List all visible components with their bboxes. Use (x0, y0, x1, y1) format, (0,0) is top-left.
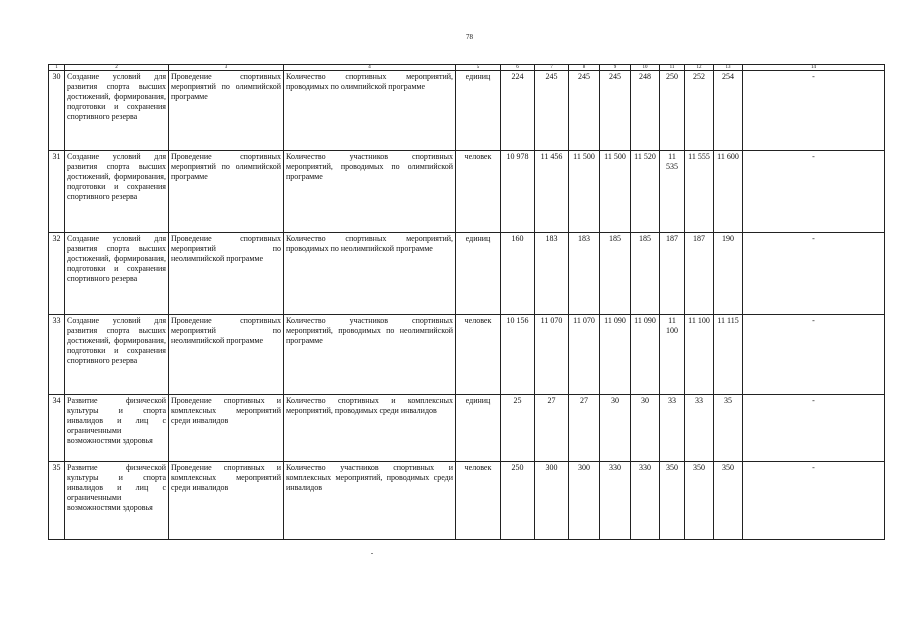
row-number: 32 (49, 233, 65, 315)
value-cell: 27 (535, 395, 569, 462)
value-cell: 11 520 (631, 151, 660, 233)
value-cell: 330 (631, 462, 660, 540)
value-cell: 250 (660, 71, 685, 151)
page-number: 78 (466, 33, 473, 41)
value-cell: 224 (501, 71, 535, 151)
value-cell: 350 (660, 462, 685, 540)
value-cell: 30 (631, 395, 660, 462)
column-number: 6 (501, 65, 535, 71)
value-cell: 300 (535, 462, 569, 540)
row-number: 34 (49, 395, 65, 462)
value-cell: 245 (535, 71, 569, 151)
note-cell: - (743, 151, 885, 233)
goal-cell: Создание условий для развития спорта высших достижений, формирования, подготовки и сохранения спортивного резерва (65, 151, 169, 233)
value-cell: 11 100 (660, 315, 685, 395)
column-number: 11 (660, 65, 685, 71)
goal-cell: Создание условий для развития спорта высших достижений, формирования, подготовки и сохранения спортивного резерва (65, 71, 169, 151)
column-number: 7 (535, 65, 569, 71)
column-number: 14 (743, 65, 885, 71)
table-row (49, 395, 885, 462)
activity-cell: Проведение спортивных и комплексных мероприятий среди инвалидов (169, 462, 284, 540)
table-row (49, 71, 885, 151)
value-cell: 300 (569, 462, 600, 540)
value-cell: 11 500 (600, 151, 631, 233)
unit-cell: человек (456, 315, 501, 395)
column-number: 13 (714, 65, 743, 71)
column-number: 4 (284, 65, 456, 71)
column-number: 2 (65, 65, 169, 71)
value-cell: 187 (660, 233, 685, 315)
value-cell: 350 (685, 462, 714, 540)
value-cell: 185 (600, 233, 631, 315)
value-cell: 11 090 (631, 315, 660, 395)
indicators-table (48, 64, 885, 540)
table-row (49, 462, 885, 540)
value-cell: 11 070 (569, 315, 600, 395)
value-cell: 11 090 (600, 315, 631, 395)
unit-cell: единиц (456, 71, 501, 151)
value-cell: 183 (535, 233, 569, 315)
column-number: 10 (631, 65, 660, 71)
note-cell: - (743, 71, 885, 151)
column-number: 1 (49, 65, 65, 71)
value-cell: 11 456 (535, 151, 569, 233)
value-cell: 10 978 (501, 151, 535, 233)
note-cell: - (743, 395, 885, 462)
value-cell: 245 (569, 71, 600, 151)
value-cell: 254 (714, 71, 743, 151)
scan-speck (371, 553, 373, 554)
value-cell: 11 535 (660, 151, 685, 233)
unit-cell: человек (456, 151, 501, 233)
row-number: 33 (49, 315, 65, 395)
goal-cell: Развитие физической культуры и спорта инвалидов и лиц с ограниченными возможностями здоровья (65, 462, 169, 540)
value-cell: 11 100 (685, 315, 714, 395)
row-number: 31 (49, 151, 65, 233)
value-cell: 35 (714, 395, 743, 462)
activity-cell: Проведение спортивных мероприятий по неолимпийской программе (169, 233, 284, 315)
value-cell: 11 115 (714, 315, 743, 395)
value-cell: 11 070 (535, 315, 569, 395)
column-number: 3 (169, 65, 284, 71)
indicator-cell: Количество участников спортивных мероприятий, проводимых по неолимпийской программе (284, 315, 456, 395)
indicator-cell: Количество участников спортивных и комплексных мероприятий, проводимых среди инвалидов (284, 462, 456, 540)
column-number: 9 (600, 65, 631, 71)
indicator-cell: Количество спортивных мероприятий, проводимых по олимпийской программе (284, 71, 456, 151)
goal-cell: Создание условий для развития спорта высших достижений, формирования, подготовки и сохранения спортивного резерва (65, 233, 169, 315)
value-cell: 30 (600, 395, 631, 462)
value-cell: 11 500 (569, 151, 600, 233)
goal-cell: Развитие физической культуры и спорта инвалидов и лиц с ограниченными возможностями здоровья (65, 395, 169, 462)
value-cell: 330 (600, 462, 631, 540)
note-cell: - (743, 315, 885, 395)
activity-cell: Проведение спортивных мероприятий по олимпийской программе (169, 71, 284, 151)
value-cell: 27 (569, 395, 600, 462)
note-cell: - (743, 462, 885, 540)
indicator-cell: Количество спортивных мероприятий, проводимых по неолимпийской программе (284, 233, 456, 315)
value-cell: 252 (685, 71, 714, 151)
value-cell: 250 (501, 462, 535, 540)
unit-cell: человек (456, 462, 501, 540)
value-cell: 33 (685, 395, 714, 462)
table-row (49, 315, 885, 395)
goal-cell: Создание условий для развития спорта высших достижений, формирования, подготовки и сохранения спортивного резерва (65, 315, 169, 395)
row-number: 35 (49, 462, 65, 540)
value-cell: 185 (631, 233, 660, 315)
row-number: 30 (49, 71, 65, 151)
value-cell: 33 (660, 395, 685, 462)
table-row (49, 233, 885, 315)
value-cell: 248 (631, 71, 660, 151)
indicator-cell: Количество спортивных и комплексных мероприятий, проводимых среди инвалидов (284, 395, 456, 462)
value-cell: 350 (714, 462, 743, 540)
value-cell: 160 (501, 233, 535, 315)
value-cell: 25 (501, 395, 535, 462)
value-cell: 11 600 (714, 151, 743, 233)
indicator-cell: Количество участников спортивных мероприятий, проводимых по олимпийской программе (284, 151, 456, 233)
table-row (49, 151, 885, 233)
note-cell: - (743, 233, 885, 315)
column-number: 8 (569, 65, 600, 71)
unit-cell: единиц (456, 395, 501, 462)
value-cell: 183 (569, 233, 600, 315)
value-cell: 245 (600, 71, 631, 151)
unit-cell: единиц (456, 233, 501, 315)
value-cell: 187 (685, 233, 714, 315)
column-number: 5 (456, 65, 501, 71)
value-cell: 10 156 (501, 315, 535, 395)
column-number: 12 (685, 65, 714, 71)
activity-cell: Проведение спортивных мероприятий по неолимпийской программе (169, 315, 284, 395)
value-cell: 190 (714, 233, 743, 315)
activity-cell: Проведение спортивных и комплексных мероприятий среди инвалидов (169, 395, 284, 462)
activity-cell: Проведение спортивных мероприятий по олимпийской программе (169, 151, 284, 233)
value-cell: 11 555 (685, 151, 714, 233)
